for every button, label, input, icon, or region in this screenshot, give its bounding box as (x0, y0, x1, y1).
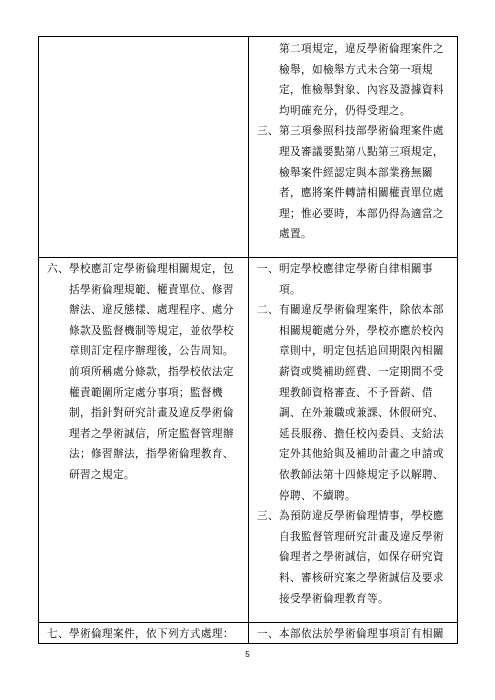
text-line: 括學術倫理規範、權責單位、修習 (69, 283, 234, 296)
text-line: 研習之規定。 (69, 468, 135, 481)
text-line: 接受學術倫理教育等。 (279, 592, 389, 605)
text-line: 章則中，明定包括追回期限內相關 (279, 345, 444, 358)
page-number: 5 (245, 650, 250, 659)
text-line: 三、為預防違反學術倫理情事，學校應 (257, 510, 444, 523)
text-line: 者，應將案件轉請相關權責單位處 (279, 187, 444, 200)
regulation-comparison-table (38, 36, 458, 644)
text-line: 項。 (279, 283, 301, 296)
text-line: 檢舉案件經認定與本部業務無關 (279, 166, 433, 179)
text-line: 七、學術倫理案件，依下列方式處理： (47, 628, 234, 640)
row-divider (39, 622, 457, 623)
text-line: 辦法、違反態樣、處理程序、處分 (69, 304, 234, 317)
text-line: 理教師資格審查、不予晉薪、借 (279, 386, 433, 399)
text-line: 依教師法第十四條規定予以解聘、 (279, 468, 444, 481)
row-1-explanation-cell (257, 39, 457, 245)
text-line: 法；修習辦法，指學術倫理教育、 (69, 448, 234, 461)
article-6-explanation-cell (257, 259, 457, 609)
text-line: 相關規範處分外，學校亦應於校內 (279, 324, 444, 337)
text-line: 第二項規定，違反學術倫理案件之 (279, 43, 444, 55)
text-line: 理及審議要點第八點第三項規定， (279, 145, 444, 158)
text-line: 二、有關違反學術倫理案件，除依本部 (257, 304, 444, 317)
text-line: 權責範圍所定處分事項；監督機 (69, 386, 223, 399)
row-1-left-cell (39, 37, 248, 257)
text-line: 一、本部依法於學術倫理事項訂有相關 (257, 628, 444, 640)
text-line: 定，惟檢舉對象、內容及證據資料 (279, 84, 444, 97)
text-line: 六、學校應訂定學術倫理相關規定，包 (47, 263, 234, 275)
text-line: 理者之學術誠信，所定監督管理辦 (69, 427, 234, 440)
text-line: 條款及監督機制等規定，並依學校 (69, 324, 234, 337)
text-line: 前項所稱處分條款，指學校依法定 (69, 365, 234, 378)
text-line: 檢舉，如檢舉方式未合第一項規 (279, 63, 433, 76)
column-divider (248, 37, 249, 643)
text-line: 三、第三項參照科技部學術倫理案件處 (257, 125, 444, 138)
text-line: 自我監督管理研究計畫及違反學術 (279, 530, 444, 543)
row-divider (39, 257, 457, 258)
text-line: 調、在外兼職或兼課、休假研究、 (279, 407, 444, 420)
text-line: 章則訂定程序辦理後，公告周知。 (69, 345, 234, 358)
text-line: 停聘、不續聘。 (279, 489, 356, 502)
article-6-provision-cell (47, 259, 247, 486)
text-line: 倫理者之學術誠信，如保存研究資 (279, 551, 444, 564)
text-line: 均明確充分，仍得受理之。 (279, 104, 411, 117)
text-line: 料、審核研究案之學術誠信及要求 (279, 571, 444, 584)
text-line: 理；惟必要時，本部仍得為適當之 (279, 207, 444, 220)
article-7-provision-cell (47, 624, 247, 645)
article-7-explanation-cell (257, 624, 457, 645)
text-line: 延長服務、擔任校內委員、支給法 (279, 427, 444, 440)
text-line: 定外其他給與及補助計畫之申請或 (279, 448, 444, 461)
text-line: 處置。 (279, 228, 312, 241)
text-line: 薪資或獎補助經費、一定期間不受 (279, 365, 444, 378)
text-line: 制，指針對研究計畫及違反學術倫 (69, 407, 234, 420)
text-line: 一、明定學校應律定學術自律相關事 (257, 263, 433, 275)
